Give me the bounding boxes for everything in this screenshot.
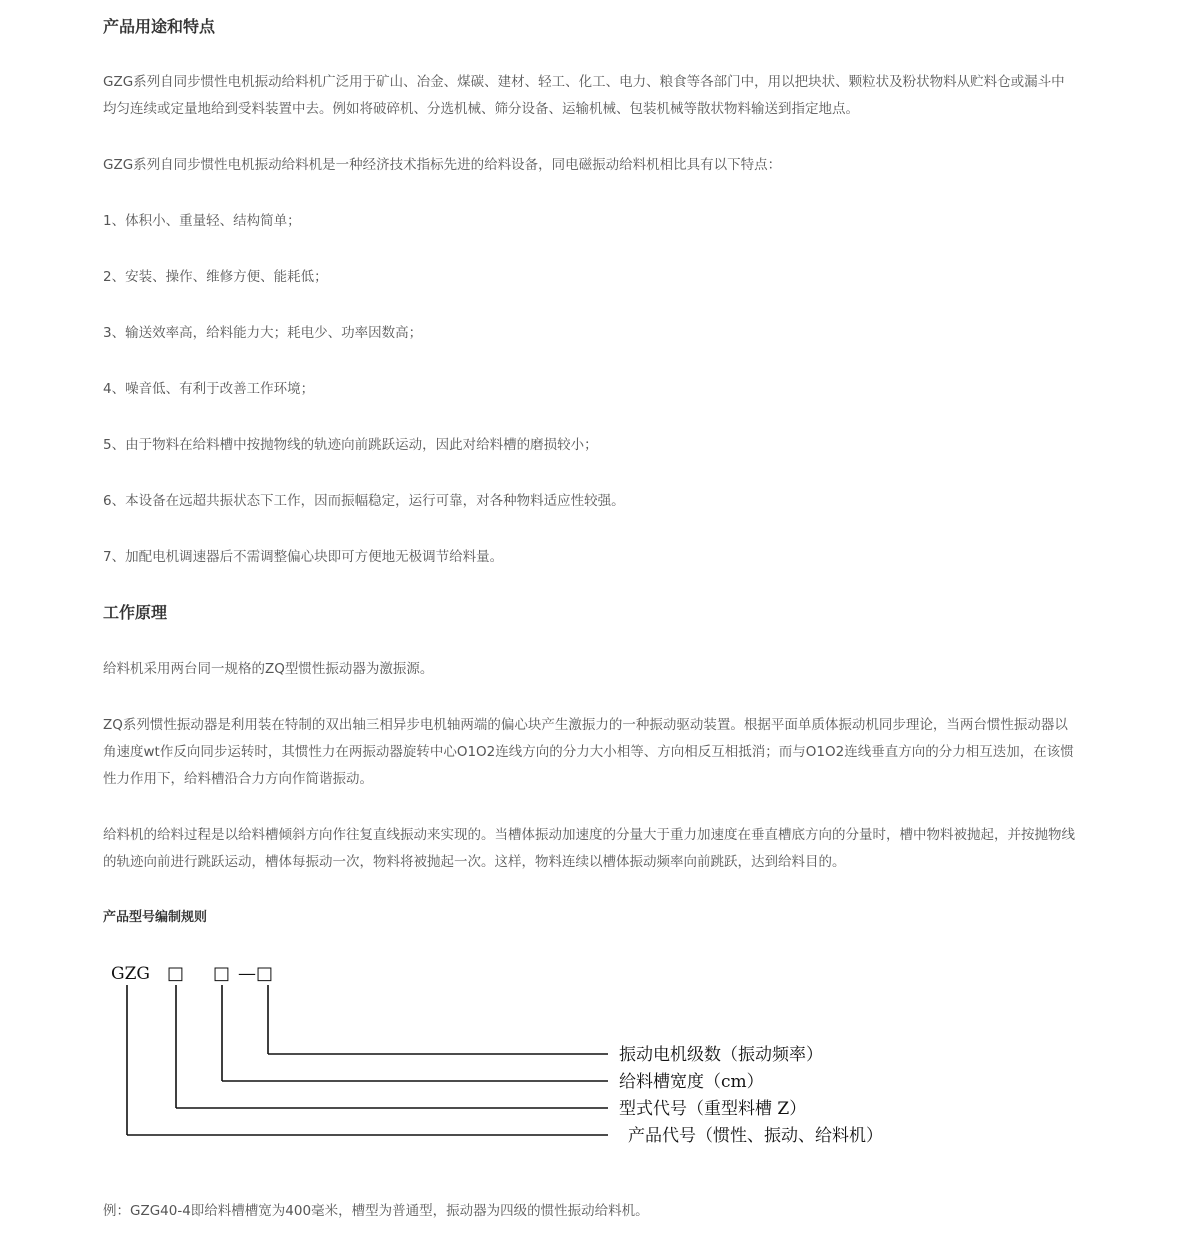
paragraph-example: 例：GZG40-4即给料槽槽宽为400毫米，槽型为普通型，振动器为四级的惯性振动给料机。	[103, 1203, 649, 1219]
feature-item-2: 2、安装、操作、维修方便、能耗低；	[103, 269, 328, 285]
model-code-diagram	[103, 955, 903, 1150]
diagram-label-width: 给料槽宽度（cm）	[619, 1072, 764, 1092]
paragraph-principle-3: 给料机的给料过程是以给料槽倾斜方向作往复直线振动来实现的。当槽体振动加速度的分量大于重力加速度在垂直槽底方向的分量时，槽中物料被抛起，并按抛物线的轨迹向前进行跳跃运动，槽体每振动一次，物料将被抛起一次。这样，物料连续以槽体振动频率向前跳跃，达到给料目的。	[103, 827, 1075, 870]
feature-item-3: 3、输送效率高，给料能力大；耗电少、功率因数高；	[103, 325, 423, 341]
diagram-dash-box: —□	[238, 963, 274, 984]
model-code-diagram-svg	[103, 955, 903, 1150]
section-title-usage: 产品用途和特点	[103, 17, 216, 36]
diagram-prefix: GZG	[111, 964, 150, 984]
section-title-principle: 工作原理	[103, 603, 168, 622]
paragraph-principle-1: 给料机采用两台同一规格的ZQ型惯性振动器为激振源。	[103, 661, 434, 677]
feature-item-6: 6、本设备在远超共振状态下工作，因而振幅稳定，运行可靠，对各种物料适应性较强。	[103, 493, 625, 509]
diagram-label-product: 产品代号（惯性、振动、给料机）	[628, 1126, 883, 1146]
paragraph-intro-2: GZG系列自同步惯性电机振动给料机是一种经济技术指标先进的给料设备，同电磁振动给料机相比具有以下特点：	[103, 157, 782, 173]
feature-item-4: 4、噪音低、有利于改善工作环境；	[103, 381, 315, 397]
diagram-label-poles: 振动电机级数（振动频率）	[619, 1045, 823, 1065]
feature-item-7: 7、加配电机调速器后不需调整偏心块即可方便地无极调节给料量。	[103, 549, 504, 565]
diagram-box-1: □	[167, 963, 185, 984]
paragraph-principle-2: ZQ系列惯性振动器是利用装在特制的双出轴三相异步电机轴两端的偏心块产生激振力的一种振动驱动装置。根据平面单质体振动机同步理论，当两台惯性振动器以角速度wt作反向同步运转时，其惯性力在两振动器旋转中心O1O2连线方向的分力大小相等、方向相反互相抵消；而与O1O2连线垂直方向的分力相互迭加，在该惯性力作用下，给料槽沿合力方向作简谐振动。	[103, 717, 1074, 787]
paragraph-intro-1: GZG系列自同步惯性电机振动给料机广泛用于矿山、冶金、煤碳、建材、轻工、化工、电力、粮食等各部门中，用以把块状、颗粒状及粉状物料从贮料仓或漏斗中均匀连续或定量地给到受料装置中去。例如将破碎机、分选机械、筛分设备、运输机械、包装机械等散状物料输送到指定地点。	[103, 74, 1065, 117]
diagram-label-type: 型式代号（重型料槽 Z）	[619, 1099, 807, 1119]
feature-item-1: 1、体积小、重量轻、结构简单；	[103, 213, 301, 229]
feature-item-5: 5、由于物料在给料槽中按抛物线的轨迹向前跳跃运动，因此对给料槽的磨损较小；	[103, 437, 598, 453]
section-title-model-rules: 产品型号编制规则	[103, 910, 208, 925]
diagram-leader-lines	[127, 985, 608, 1135]
diagram-box-2: □	[213, 963, 231, 984]
